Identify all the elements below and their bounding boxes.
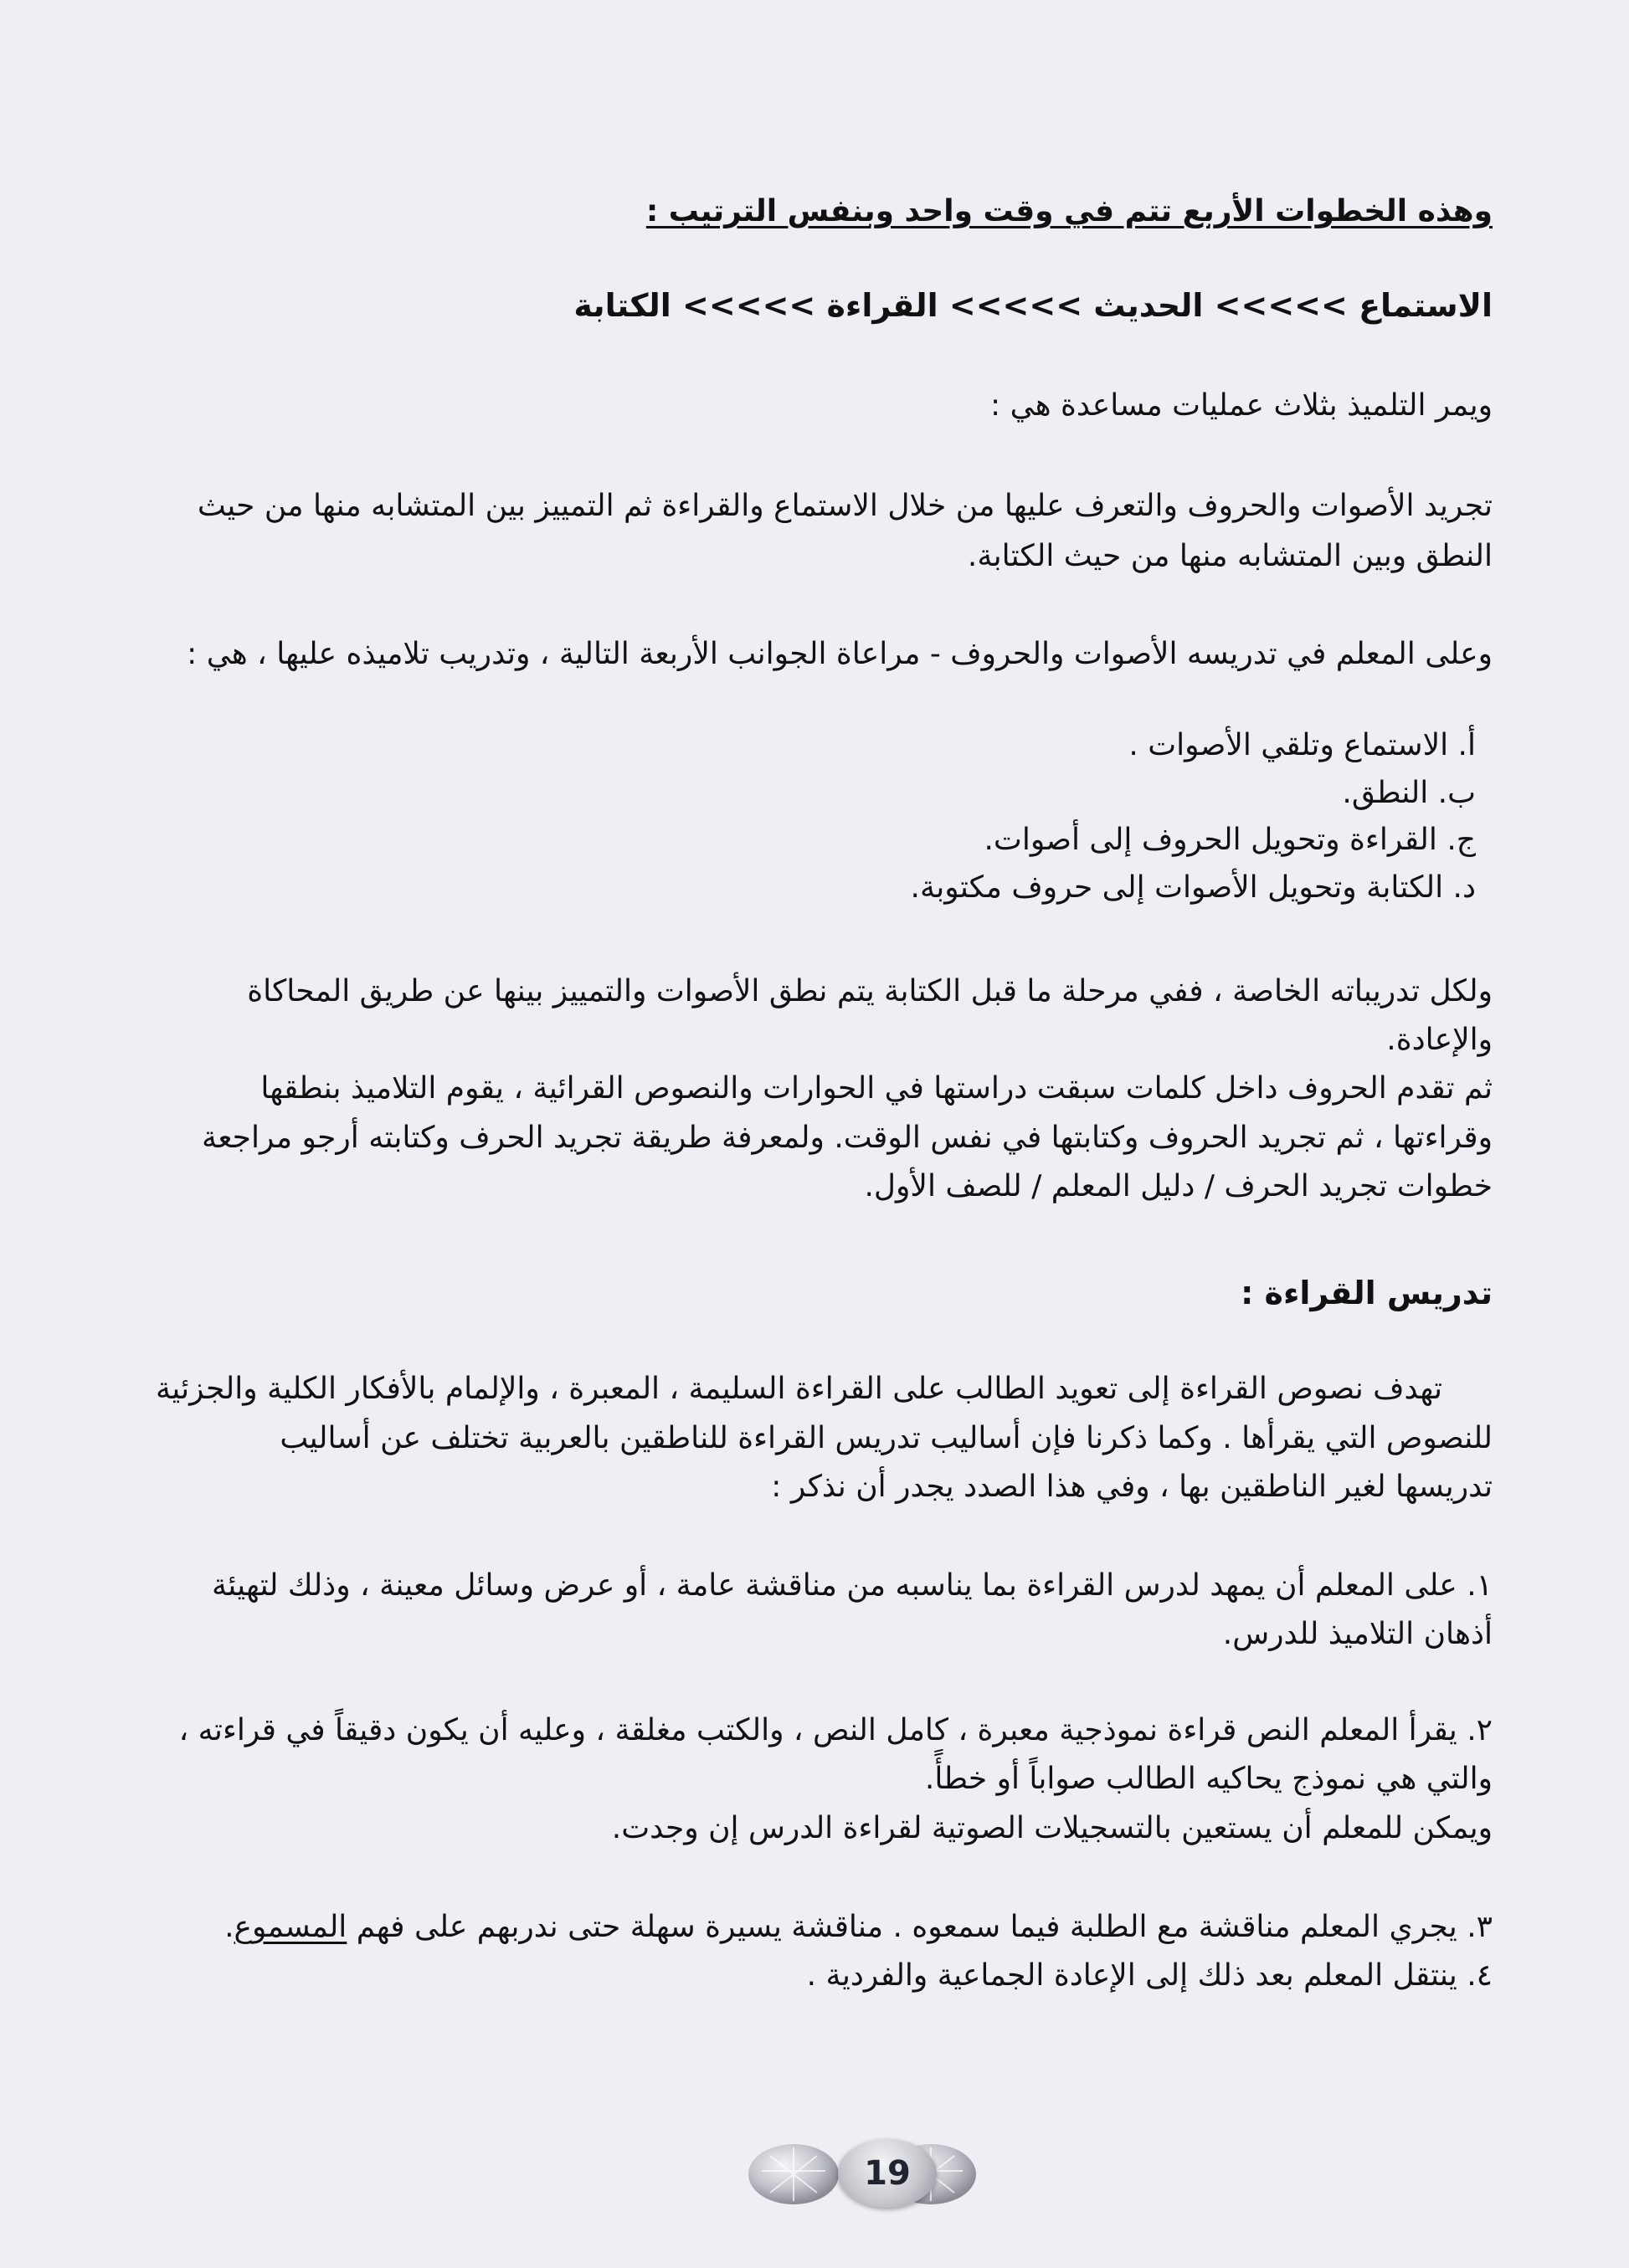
line-step2-3: ويمكن للمعلم أن يستعين بالتسجيلات الصوتية لقراءة الدرس إن وجدت.	[611, 1811, 1493, 1845]
line-teacher-aspects: وعلى المعلم في تدريسه الأصوات والحروف - مراعاة الجوانب الأربعة التالية ، وتدريب تلاميذه عليها ، هي :	[187, 637, 1493, 671]
line-letters-3: خطوات تجريد الحرف / دليل المعلم / للصف الأول.	[864, 1169, 1493, 1203]
line-steps-sequence: الاستماع >>>>> الحديث >>>>> القراءة >>>>> الكتابة	[573, 287, 1493, 324]
step3-underlined-word: المسموع	[234, 1910, 347, 1944]
list-item-listening: أ. الاستماع وتلقي الأصوات .	[1128, 728, 1476, 762]
line-step2-1: ٢. يقرأ المعلم النص قراءة نموذجية معبرة ، كامل النص ، والكتب مغلقة ، وعليه أن يكون دقيقاً في قراءته ،	[178, 1713, 1493, 1747]
line-abstraction-1: تجريد الأصوات والحروف والتعرف عليها من خلال الاستماع والقراءة ثم التمييز بين المتشابه منها من حيث	[197, 489, 1493, 523]
step3-period: .	[224, 1910, 234, 1944]
line-letters-2: وقراءتها ، ثم تجريد الحروف وكتابتها في نفس الوقت. ولمعرفة طريقة تجريد الحرف وكتابته أرجو مراجعة	[202, 1121, 1493, 1155]
section-heading-reading: تدريس القراءة :	[1241, 1275, 1493, 1311]
line-steps-intro	[126, 191, 1493, 233]
line-step1-1: ١. على المعلم أن يمهد لدرس القراءة بما يناسبه من مناقشة عامة ، أو عرض وسائل معينة ، وذلك لتهيئة	[211, 1568, 1493, 1603]
line-step4: ٤. ينتقل المعلم بعد ذلك إلى الإعادة الجماعية والفردية .	[806, 1958, 1493, 1993]
line-helper-processes: ويمر التلميذ بثلاث عمليات مساعدة هي :	[990, 388, 1493, 423]
line-training-2: والإعادة.	[1386, 1023, 1493, 1057]
line-reading-goal-3: تدريسها لغير الناطقين بها ، وفي هذا الصدد يجدر أن نذكر :	[771, 1470, 1493, 1504]
line-abstraction-2: النطق وبين المتشابه منها من حيث الكتابة.	[967, 539, 1493, 573]
list-item-reading: ج. القراءة وتحويل الحروف إلى أصوات.	[984, 823, 1476, 857]
list-item-writing: د. الكتابة وتحويل الأصوات إلى حروف مكتوبة.	[910, 870, 1476, 905]
list-item-pronunciation: ب. النطق.	[1342, 776, 1476, 810]
line-step1-2: أذهان التلاميذ للدرس.	[1222, 1617, 1493, 1651]
line-training-1: ولكل تدريباته الخاصة ، ففي مرحلة ما قبل الكتابة يتم نطق الأصوات والتمييز بينها عن طريق المحاكاة	[247, 974, 1493, 1008]
line-reading-goal-2: للنصوص التي يقرأها . وكما ذكرنا فإن أساليب تدريس القراءة للناطقين بالعربية تختلف عن أساليب	[280, 1421, 1493, 1455]
page-number: 19	[838, 2139, 937, 2208]
line-reading-goal-1: تهدف نصوص القراءة إلى تعويد الطالب على القراءة السليمة ، المعبرة ، والإلمام بالأفكار الكلية والجزئية	[155, 1372, 1442, 1406]
line-letters-1: ثم تقدم الحروف داخل كلمات سبقت دراستها في الحوارات والنصوص القرائية ، يقوم التلاميذ بنطقها	[260, 1071, 1493, 1106]
line-step2-2: والتي هي نموذج يحاكيه الطالب صواباً أو خطأً.	[924, 1762, 1493, 1796]
line-step3	[126, 1906, 1493, 1948]
steps-intro-text: وهذه الخطوات الأربع تتم في وقت واحد وبنفس الترتيب :	[645, 194, 1493, 228]
page-footer	[0, 2124, 1629, 2216]
step3-text: ٣. يجري المعلم مناقشة مع الطلبة فيما سمعوه . مناقشة يسيرة سهلة حتى ندربهم على فهم	[347, 1910, 1493, 1944]
